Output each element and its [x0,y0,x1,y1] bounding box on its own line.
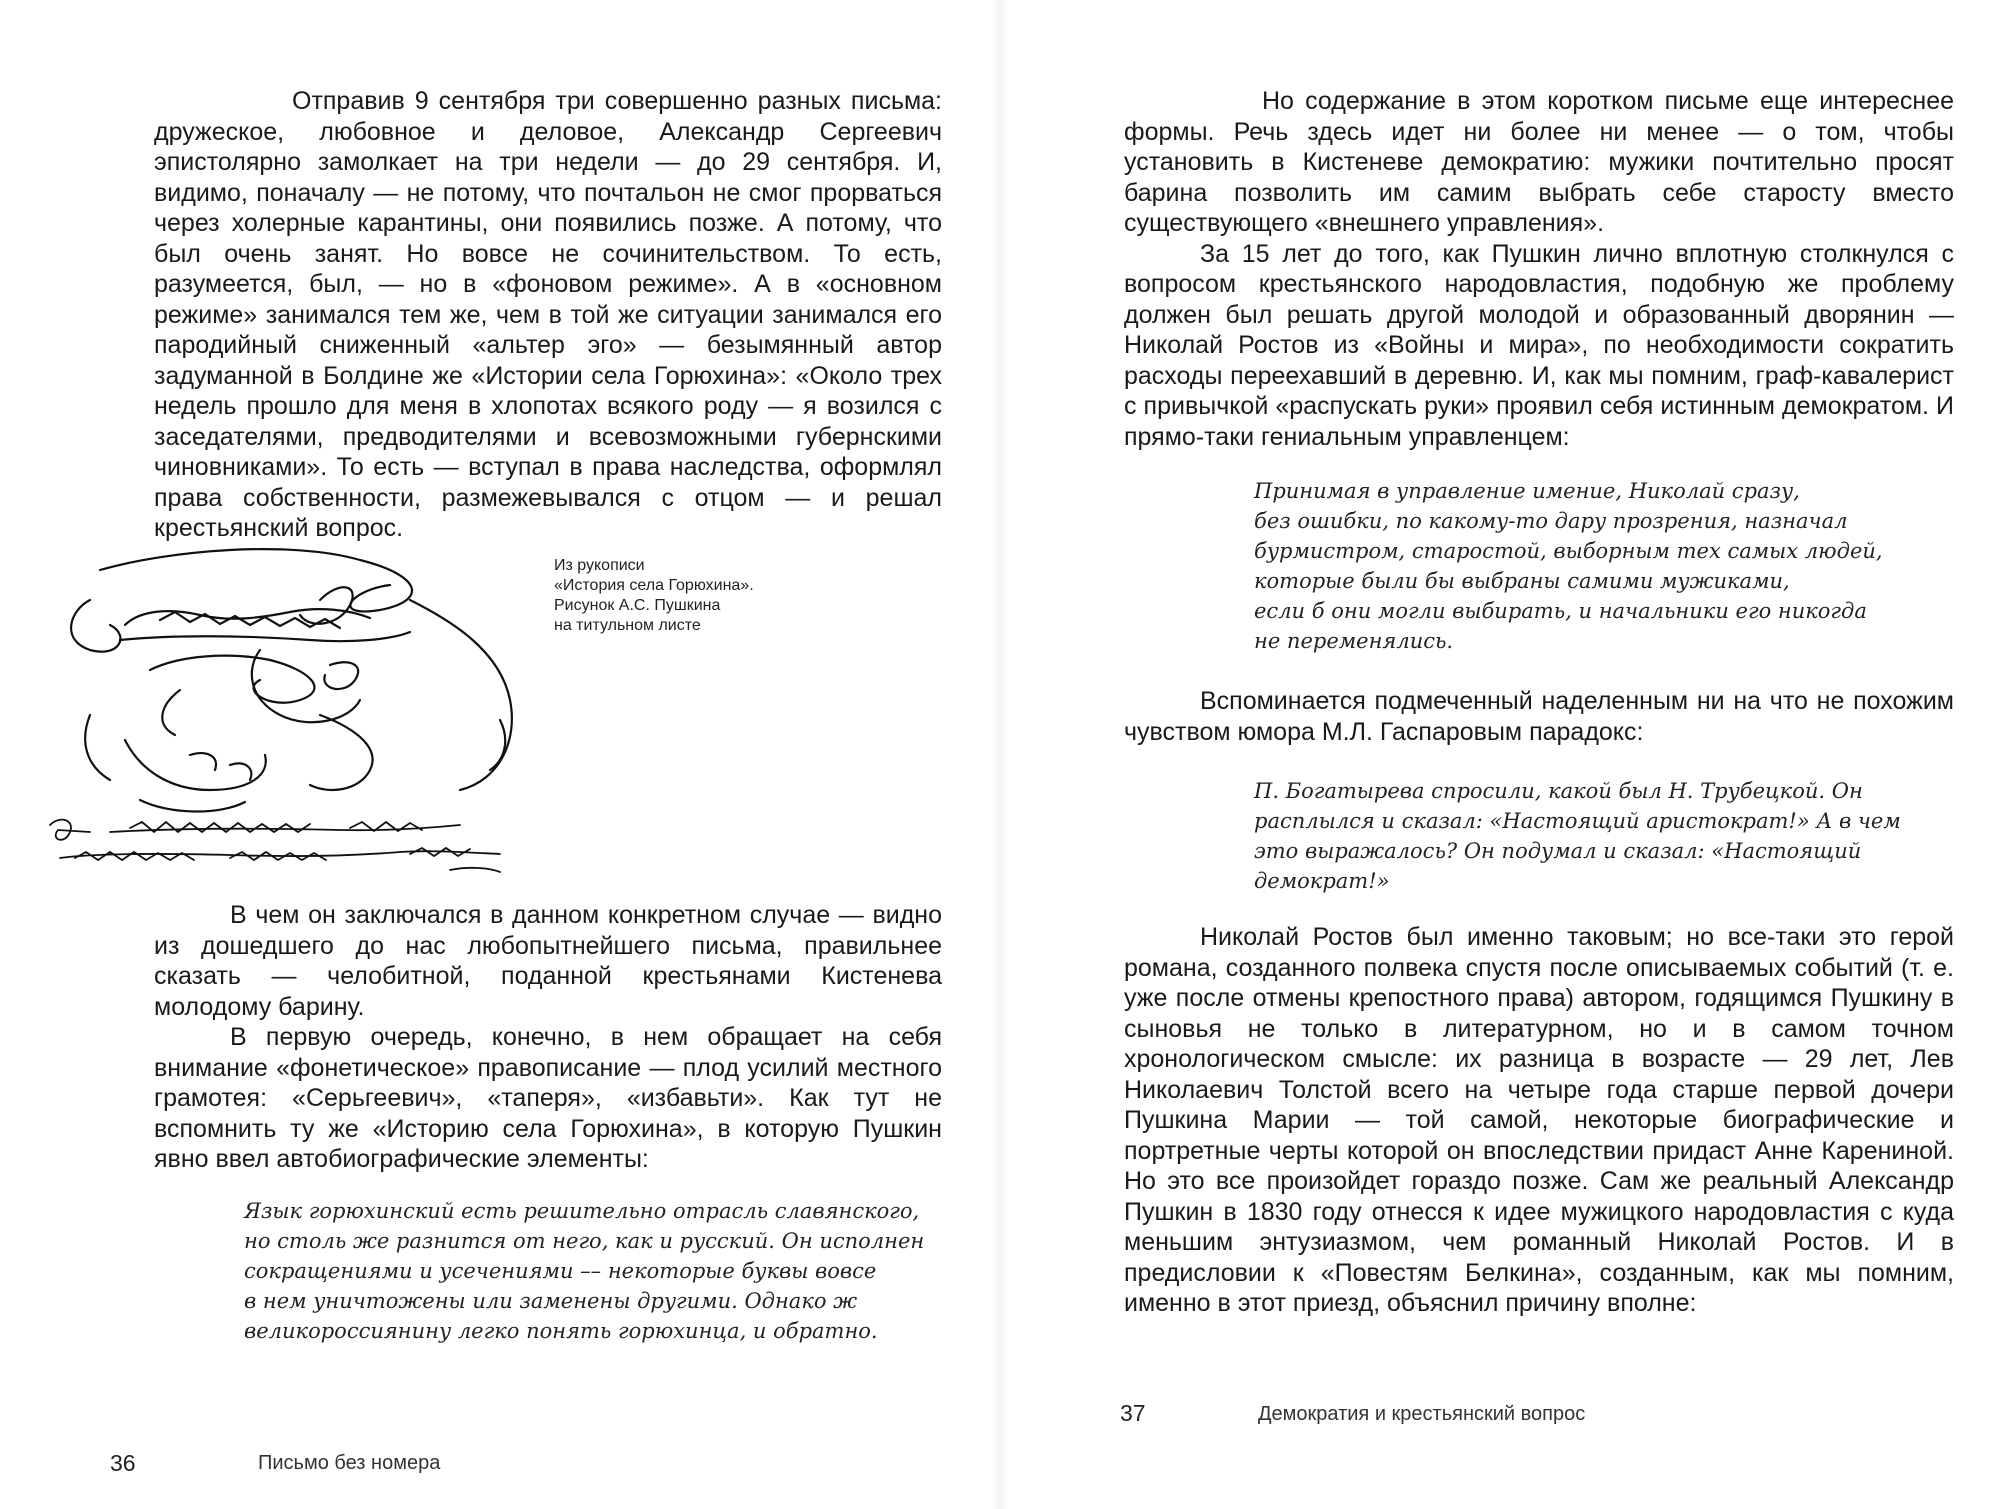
quote-line: бурмистром, старостой, выборным тех самых людей, [1254,539,1883,563]
quote-line: Принимая в управление имение, Николай сразу, [1254,479,1800,503]
caption-line: «История села Горюхина». [554,577,754,594]
quote-line: в нем уничтожены или заменены другими. Однако ж [244,1289,858,1313]
quote-line: сокращениями и усечениями –– некоторые буквы вовсе [244,1259,877,1283]
left-page [0,0,990,1509]
quote-line: но столь же разнится от него, как и русский. Он исполнен [244,1229,925,1253]
caption-line: Рисунок А.С. Пушкина [554,597,721,614]
quote-line: Язык горюхинский есть решительно отрасль славянского, [244,1199,920,1223]
quote-line: без ошибки, по какому-то дару прозрения, назначал [1254,509,1848,533]
paragraph: За 15 лет до того, как Пушкин лично вплотную столкнулся с вопросом крестьянского народовластия, подобную же проблему должен был решать другой молодой и образованный дворянин — Николай Ростов из «Войны и мира», по необходимости сократить расходы переехавший в деревню. И, как мы помним, граф-кавалерист с привычкой «распускать руки» проявил себя истинным демократом. И прямо-таки гениальным управленцем: [1124,239,1954,451]
paragraph: Вспоминается подмеченный наделенным ни на что не похожим чувством юмора М.Л. Гаспаровым парадокс: [1124,687,1954,746]
left-body-text-2 [154,900,942,1175]
right-body-text-2 [1124,686,1954,747]
block-quote-1 [1254,476,1883,656]
quote-line: не переменялись. [1254,629,1454,653]
paragraph: В чем он заключался в данном конкретном случае — видно из дошедшего до нас любопытнейшего письма, правильнее сказать — челобитной, поданной крестьянами Кистенева молодому барину. [154,901,942,1021]
paragraph: В первую очередь, конечно, в нем обращает на себя внимание «фонетическое» правописание — плод усилий местного грамотея: «Серьгеевич», «таперя», «избавьти». Как тут не вспомнить ту же «Историю села Горюхина», в которую Пушкин явно ввел автобиографические элементы: [154,1023,942,1173]
quote-line: если б они могли выбирать, и начальники его никогда [1254,599,1867,623]
block-quote [244,1196,924,1346]
quote-line: демократ!» [1254,869,1390,893]
caption-line: на титульном листе [554,617,701,634]
paragraph: Николай Ростов был именно таковым; но все-таки это герой романа, созданного полвека спустя после описываемых событий (т. е. уже после отмены крепостного права) автором, годящимся Пушкину в сыновья не только в литературном, но и в самом точном хронологическом смысле: их разница в возрасте — 29 лет, Лев Николаевич Толстой всего на четыре года старше первой дочери Пушкина Марии — той самой, некоторые биографические и портретные черты которой он впоследствии придаст Анне Карениной. Но это все произойдет гораздо позже. Сам же реальный Александр Пушкин в 1830 году отнесся к идее мужицкого народовластия с куда меньшим энтузиазмом, чем романный Николай Ростов. И в предисловии к «Повестям Белкина», созданным, как мы помним, именно в этот приезд, объяснил причину вполне: [1124,923,1954,1317]
quote-line: расплылся и сказал: «Настоящий аристократ!» А в чем [1254,809,1901,833]
manuscript-sketch-image [30,540,550,880]
quote-line: П. Богатырева спросили, какой был Н. Трубецкой. Он [1254,779,1863,803]
running-title: Письмо без номера [258,1452,441,1474]
right-body-text [1124,86,1954,452]
quote-line: это выражалось? Он подумал и сказал: «Настоящий [1254,839,1862,863]
left-body-text [154,86,942,544]
right-page [1010,0,2000,1509]
right-body-text-3 [1124,922,1954,1319]
quote-line: которые были бы выбраны самими мужиками, [1254,569,1790,593]
illustration-caption [554,556,754,636]
book-gutter [992,0,1008,1509]
block-quote-2 [1254,776,1901,896]
paragraph: Отправив 9 сентября три совершенно разных письма: дружеское, любовное и деловое, Александр Сергеевич эпистолярно замолкает на три недели — до 29 сентября. И, видимо, поначалу — не потому, что почтальон не смог прорваться через холерные карантины, они появились позже. А потому, что был очень занят. Но вовсе не сочинительством. То есть, разумеется, был, — но в «фоновом режиме». А в «основном режиме» занимался тем же, чем в той же ситуации занимался его пародийный сниженный «альтер эго» — безымянный автор задуманной в Болдине же «Истории села Горюхина»: «Около трех недель прошло для меня в хлопотах всякого роду — я возился с заседателями, предводителями и всевозможными губернскими чиновниками». То есть — вступал в права наследства, оформлял права собственности, размежевывался с отцом — и решал крестьянский вопрос. [154,87,942,542]
page-number: 37 [1120,1400,1146,1426]
running-title: Демократия и крестьянский вопрос [1258,1403,1586,1425]
paragraph: Но содержание в этом коротком письме еще интереснее формы. Речь здесь идет ни более ни менее — о том, чтобы установить в Кистеневе демократию: мужики почтительно просят барина позволить им самим выбрать себе старосту вместо существующего «внешнего управления». [1124,87,1954,237]
quote-line: великороссиянину легко понять горюхинца, и обратно. [244,1319,878,1343]
page-number: 36 [110,1450,136,1476]
caption-line: Из рукописи [554,557,645,574]
